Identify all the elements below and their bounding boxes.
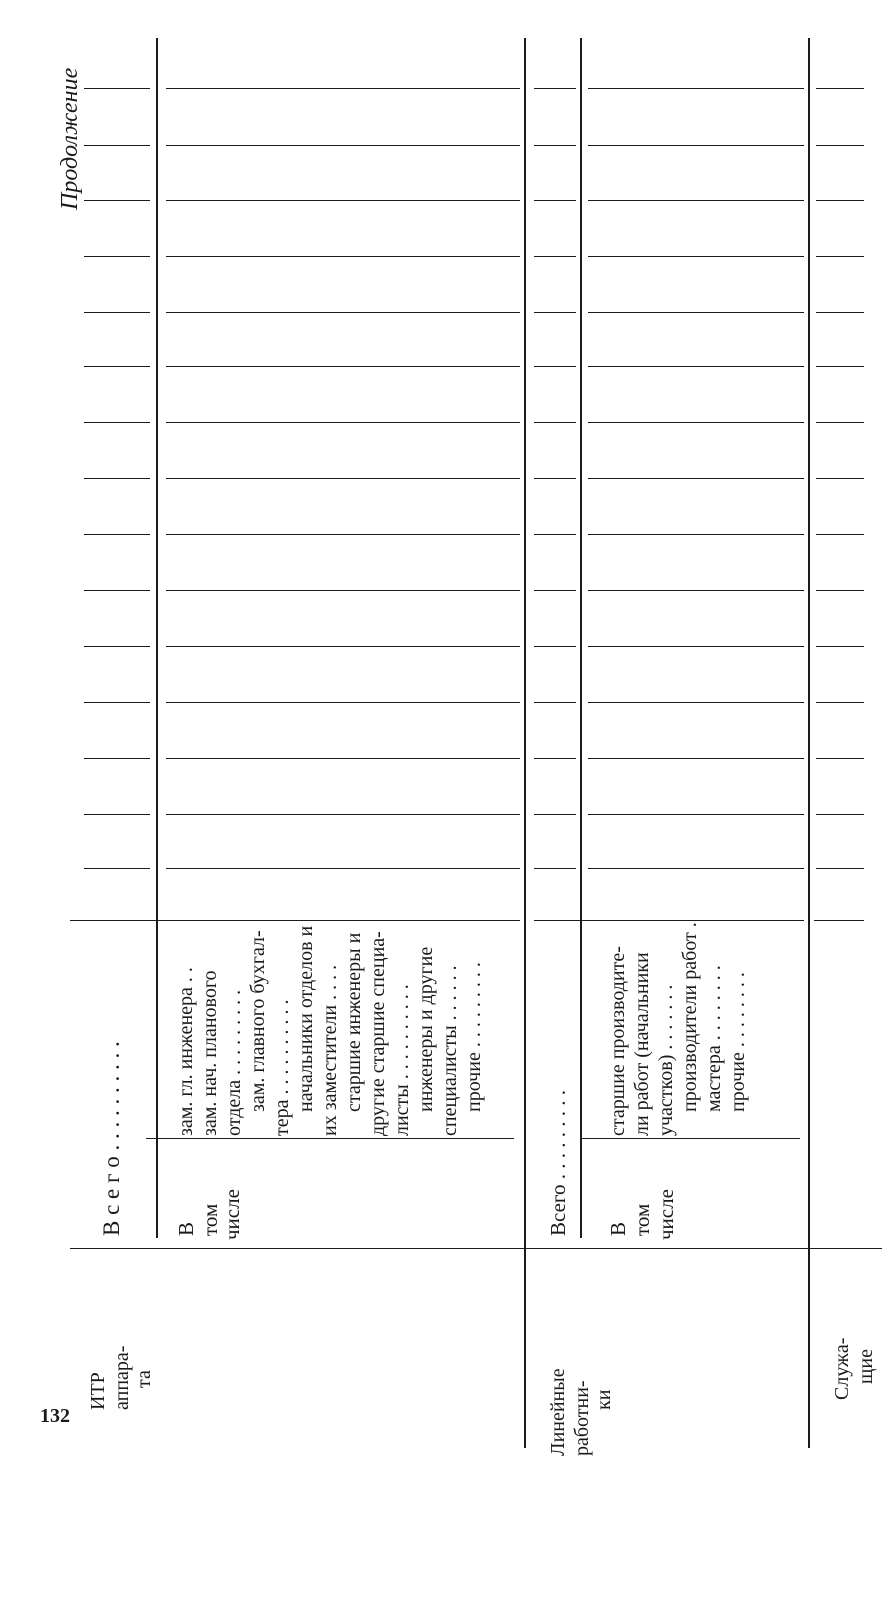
blank-cell-rule <box>816 590 864 591</box>
itr-item-9: другие старшие специа- <box>367 931 389 1136</box>
blank-cell-rule <box>166 646 520 647</box>
blank-cell-rule <box>166 256 520 257</box>
itr-item-6: начальники отделов и <box>295 925 317 1112</box>
line-category-line-3: ки <box>593 1389 615 1410</box>
table-rule-top-itr <box>156 38 158 1238</box>
table-rule-header-divider-3 <box>814 920 864 921</box>
blank-cell-rule <box>816 758 864 759</box>
itr-item-2: зам. нач. планового <box>199 970 221 1136</box>
line-item-5: мастера . . . . . . . . <box>703 965 725 1112</box>
table-rule-header-divider-1 <box>70 920 520 921</box>
itr-item-5: тера . . . . . . . . . . <box>271 999 293 1136</box>
line-in-that-number-3: числе <box>654 1189 678 1240</box>
blank-cell-rule <box>588 422 804 423</box>
itr-item-7: их заместители . . . . <box>319 964 341 1136</box>
blank-cell-rule <box>84 422 150 423</box>
blank-cell-rule <box>534 758 576 759</box>
blank-cell-rule <box>84 312 150 313</box>
blank-cell-rule <box>534 534 576 535</box>
table-rule-line-inner <box>580 38 582 1238</box>
itr-category-line-3: та <box>133 1370 155 1388</box>
line-category-line-2: работни- <box>571 1380 593 1456</box>
itr-item-4: зам. главного бухгал- <box>247 930 269 1112</box>
itr-item-10: листы . . . . . . . . . . <box>391 984 413 1136</box>
line-item-3: участков) . . . . . . . <box>655 984 677 1136</box>
blank-cell-rule <box>588 868 804 869</box>
blank-cell-rule <box>588 534 804 535</box>
blank-cell-rule <box>534 366 576 367</box>
line-item-2: ли работ (начальники <box>631 952 653 1136</box>
employees-category-line-1: Служа- <box>831 1337 853 1400</box>
blank-cell-rule <box>588 200 804 201</box>
itr-in-that-number-3: числе <box>220 1189 244 1240</box>
blank-cell-rule <box>534 200 576 201</box>
blank-cell-rule <box>84 814 150 815</box>
blank-cell-rule <box>84 256 150 257</box>
blank-cell-rule <box>588 312 804 313</box>
itr-category-line-2: аппара- <box>111 1345 133 1410</box>
blank-cell-rule <box>534 590 576 591</box>
employees-category-line-2: щие <box>855 1349 877 1384</box>
blank-cell-rule <box>84 702 150 703</box>
blank-cell-rule <box>84 200 150 201</box>
blank-cell-rule <box>84 145 150 146</box>
blank-cell-rule <box>84 88 150 89</box>
table-rule-header-divider-2 <box>534 920 804 921</box>
blank-cell-rule <box>166 534 520 535</box>
itr-item-3: отдела . . . . . . . . . <box>223 989 245 1136</box>
blank-cell-rule <box>534 88 576 89</box>
blank-cell-rule <box>84 478 150 479</box>
blank-cell-rule <box>534 478 576 479</box>
line-in-that-number-2: том <box>630 1203 654 1236</box>
blank-cell-rule <box>84 590 150 591</box>
blank-cell-rule <box>84 534 150 535</box>
table-rule-line-group <box>582 1138 800 1139</box>
line-category-line-1: Линейные <box>547 1368 569 1456</box>
blank-cell-rule <box>84 868 150 869</box>
blank-cell-rule <box>816 814 864 815</box>
blank-cell-rule <box>534 868 576 869</box>
blank-cell-rule <box>534 646 576 647</box>
blank-cell-rule <box>588 590 804 591</box>
blank-cell-rule <box>166 758 520 759</box>
blank-cell-rule <box>588 646 804 647</box>
blank-cell-rule <box>588 814 804 815</box>
blank-cell-rule <box>588 366 804 367</box>
blank-cell-rule <box>816 366 864 367</box>
table-rule-itr-group <box>146 1138 514 1139</box>
blank-cell-rule <box>816 702 864 703</box>
blank-cell-rule <box>588 256 804 257</box>
itr-in-that-number-1: В <box>174 1221 198 1236</box>
table-rule-itr-line <box>524 38 526 1448</box>
blank-cell-rule <box>166 366 520 367</box>
blank-cell-rule <box>166 702 520 703</box>
blank-cell-rule <box>588 702 804 703</box>
itr-item-11: инженеры и другие <box>415 946 437 1112</box>
blank-cell-rule <box>84 366 150 367</box>
continuation-header: Продолжение <box>57 67 83 210</box>
itr-category-line-1: ИТР <box>87 1372 109 1410</box>
blank-cell-rule <box>816 646 864 647</box>
blank-cell-rule <box>166 200 520 201</box>
blank-cell-rule <box>166 814 520 815</box>
page-number: 132 <box>40 1405 70 1427</box>
blank-cell-rule <box>84 646 150 647</box>
blank-cell-rule <box>534 256 576 257</box>
blank-cell-rule <box>534 145 576 146</box>
line-total-label: Всего . . . . . . . . . <box>546 1090 570 1236</box>
blank-cell-rule <box>166 145 520 146</box>
line-item-6: прочие . . . . . . . . <box>727 972 749 1112</box>
blank-cell-rule <box>84 758 150 759</box>
blank-cell-rule <box>816 88 864 89</box>
line-item-4: производители работ . <box>679 922 701 1112</box>
blank-cell-rule <box>816 145 864 146</box>
blank-cell-rule <box>534 814 576 815</box>
itr-total-label: В с е г о . . . . . . . . . . <box>99 1041 124 1236</box>
blank-cell-rule <box>588 145 804 146</box>
itr-item-13: прочие . . . . . . . . . <box>463 962 485 1112</box>
itr-in-that-number-2: том <box>198 1203 222 1236</box>
blank-cell-rule <box>166 312 520 313</box>
blank-cell-rule <box>816 200 864 201</box>
table-rule-line-employees <box>808 38 810 1448</box>
blank-cell-rule <box>166 868 520 869</box>
blank-cell-rule <box>816 868 864 869</box>
blank-cell-rule <box>166 590 520 591</box>
itr-item-8: старшие инженеры и <box>343 932 365 1112</box>
itr-item-12: специалисты . . . . . . <box>439 965 461 1136</box>
line-item-1: старшие производите- <box>607 946 629 1136</box>
blank-cell-rule <box>534 422 576 423</box>
blank-cell-rule <box>534 312 576 313</box>
blank-cell-rule <box>588 478 804 479</box>
blank-cell-rule <box>816 422 864 423</box>
blank-cell-rule <box>166 422 520 423</box>
line-in-that-number-1: В <box>606 1221 630 1236</box>
blank-cell-rule <box>166 88 520 89</box>
blank-cell-rule <box>816 312 864 313</box>
blank-cell-rule <box>534 702 576 703</box>
itr-item-1: зам. гл. инженера . . <box>175 967 197 1136</box>
blank-cell-rule <box>816 256 864 257</box>
blank-cell-rule <box>816 534 864 535</box>
blank-cell-rule <box>816 478 864 479</box>
blank-cell-rule <box>588 758 804 759</box>
table-rule-header-bottom <box>70 1248 882 1249</box>
blank-cell-rule <box>166 478 520 479</box>
blank-cell-rule <box>588 88 804 89</box>
